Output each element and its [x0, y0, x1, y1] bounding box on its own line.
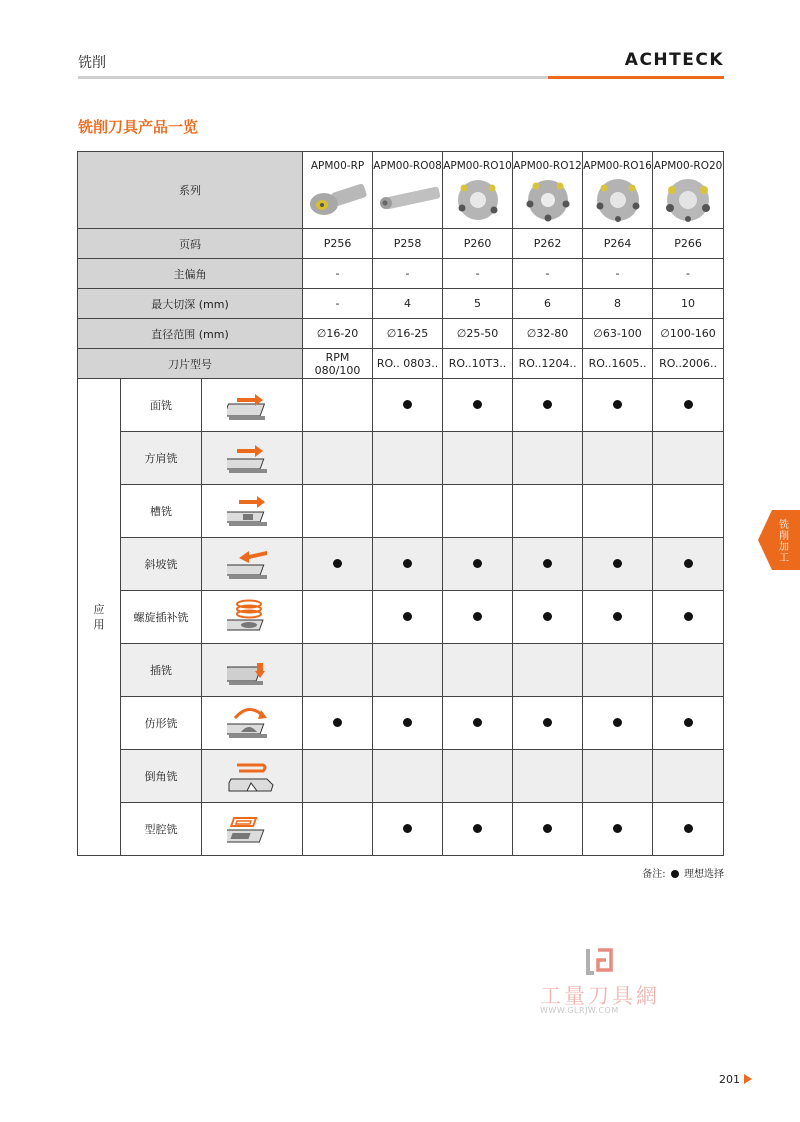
model-header-cell — [513, 152, 583, 229]
spec-value: RO..10T3.. — [443, 349, 513, 379]
spec-label: 页码 — [78, 229, 303, 259]
spec-value: P264 — [583, 229, 653, 259]
product-table — [77, 151, 724, 856]
ideal-choice-dot-icon — [473, 824, 482, 833]
application-mark-cell — [583, 538, 653, 591]
ideal-choice-dot-icon — [473, 559, 482, 568]
ideal-choice-dot-icon — [333, 559, 342, 568]
ideal-choice-dot-icon — [403, 824, 412, 833]
spec-value: - — [303, 259, 373, 289]
application-mark-cell — [303, 697, 373, 750]
application-mark-cell — [443, 591, 513, 644]
application-mark-cell — [373, 379, 443, 432]
ideal-choice-dot-icon — [671, 870, 679, 878]
application-icon-cell — [202, 538, 303, 591]
application-mark-cell — [653, 644, 724, 697]
application-name: 方肩铣 — [121, 432, 202, 485]
application-mark-cell — [303, 379, 373, 432]
slot-milling-icon — [227, 492, 277, 530]
application-mark-cell — [653, 750, 724, 803]
application-mark-cell — [303, 803, 373, 856]
model-name: APM00-RO08 — [373, 160, 442, 172]
application-mark-cell — [513, 432, 583, 485]
application-mark-cell — [443, 644, 513, 697]
application-mark-cell — [513, 750, 583, 803]
application-icon-cell — [202, 379, 303, 432]
application-row — [78, 591, 724, 644]
spec-value: P262 — [513, 229, 583, 259]
spec-value: P266 — [653, 229, 724, 259]
application-mark-cell — [443, 485, 513, 538]
application-mark-cell — [583, 644, 653, 697]
application-mark-cell — [373, 697, 443, 750]
application-row — [78, 538, 724, 591]
application-mark-cell — [373, 750, 443, 803]
note-text: 理想选择 — [684, 869, 724, 880]
application-mark-cell — [583, 379, 653, 432]
header-rule-orange — [548, 76, 724, 79]
page-title: 铣削刀具产品一览 — [78, 118, 199, 136]
ideal-choice-dot-icon — [613, 400, 622, 409]
application-mark-cell — [373, 538, 443, 591]
model-header-cell — [373, 152, 443, 229]
ideal-choice-dot-icon — [684, 718, 693, 727]
application-mark-cell — [443, 697, 513, 750]
pocket-milling-icon — [227, 810, 277, 848]
spec-value: - — [443, 259, 513, 289]
spec-row — [78, 289, 724, 319]
spec-value: 8 — [583, 289, 653, 319]
application-name: 斜坡铣 — [121, 538, 202, 591]
spec-value: ∅16-25 — [373, 319, 443, 349]
spec-value: RPM 080/100 — [303, 349, 373, 379]
ideal-choice-dot-icon — [543, 559, 552, 568]
application-name: 螺旋插补铣 — [121, 591, 202, 644]
spec-value: RO..2006.. — [653, 349, 724, 379]
ideal-choice-dot-icon — [684, 612, 693, 621]
application-mark-cell — [583, 697, 653, 750]
helical-interpolation-icon — [227, 598, 277, 636]
ideal-choice-dot-icon — [543, 400, 552, 409]
series-label: 系列 — [179, 184, 202, 197]
model-name: APM00-RP — [310, 160, 365, 172]
application-mark-cell — [513, 697, 583, 750]
spec-value: 5 — [443, 289, 513, 319]
application-mark-cell — [653, 538, 724, 591]
application-row — [78, 803, 724, 856]
application-row — [78, 432, 724, 485]
ideal-choice-dot-icon — [543, 824, 552, 833]
next-page-arrow-icon — [744, 1074, 752, 1084]
profile-milling-icon — [227, 704, 277, 742]
ideal-choice-dot-icon — [403, 612, 412, 621]
spec-label: 主偏角 — [78, 259, 303, 289]
application-mark-cell — [583, 432, 653, 485]
application-mark-cell — [303, 644, 373, 697]
application-mark-cell — [513, 644, 583, 697]
application-mark-cell — [443, 750, 513, 803]
application-mark-cell — [653, 432, 724, 485]
ro20-cutter-image — [656, 174, 720, 222]
application-mark-cell — [653, 591, 724, 644]
application-icon-cell — [202, 591, 303, 644]
application-mark-cell — [373, 432, 443, 485]
ideal-choice-dot-icon — [403, 718, 412, 727]
spec-value: RO..1605.. — [583, 349, 653, 379]
application-name: 槽铣 — [121, 485, 202, 538]
model-header-cell — [443, 152, 513, 229]
ideal-choice-dot-icon — [473, 400, 482, 409]
face-milling-icon — [227, 386, 277, 424]
spec-value: 4 — [373, 289, 443, 319]
application-mark-cell — [303, 538, 373, 591]
spec-value: - — [583, 259, 653, 289]
ideal-choice-dot-icon — [684, 824, 693, 833]
ro08-cutter-image — [376, 174, 440, 222]
spec-value: 6 — [513, 289, 583, 319]
application-row — [78, 379, 724, 432]
application-mark-cell — [513, 485, 583, 538]
application-row — [78, 697, 724, 750]
header-rule-gray — [78, 76, 548, 79]
watermark-text: 工量刀具網 — [540, 984, 660, 1008]
application-name: 插铣 — [121, 644, 202, 697]
application-icon-cell — [202, 485, 303, 538]
application-row — [78, 644, 724, 697]
application-mark-cell — [513, 538, 583, 591]
application-icon-cell — [202, 697, 303, 750]
ideal-choice-dot-icon — [684, 400, 693, 409]
application-name: 型腔铣 — [121, 803, 202, 856]
ideal-choice-dot-icon — [543, 718, 552, 727]
spec-value: - — [653, 259, 724, 289]
ideal-choice-dot-icon — [403, 400, 412, 409]
spec-value: P258 — [373, 229, 443, 259]
application-mark-cell — [303, 432, 373, 485]
spec-value: - — [373, 259, 443, 289]
ideal-choice-dot-icon — [333, 718, 342, 727]
application-mark-cell — [583, 750, 653, 803]
ideal-choice-dot-icon — [613, 718, 622, 727]
application-icon-cell — [202, 644, 303, 697]
model-name: APM00-RO20 — [653, 160, 723, 172]
spec-value: P256 — [303, 229, 373, 259]
application-mark-cell — [303, 485, 373, 538]
spec-value: - — [303, 289, 373, 319]
application-mark-cell — [513, 803, 583, 856]
application-mark-cell — [373, 485, 443, 538]
model-name: APM00-RO10 — [443, 160, 512, 172]
application-mark-cell — [373, 644, 443, 697]
ro12-cutter-image — [516, 174, 580, 222]
application-mark-cell — [443, 803, 513, 856]
application-icon-cell — [202, 803, 303, 856]
spec-value: ∅63-100 — [583, 319, 653, 349]
spec-value: ∅16-20 — [303, 319, 373, 349]
header-section-title: 铣削 — [78, 55, 106, 71]
rp-cutter-image — [306, 174, 370, 222]
spec-row — [78, 259, 724, 289]
application-group-cell — [78, 379, 121, 856]
ideal-choice-dot-icon — [403, 559, 412, 568]
ideal-choice-dot-icon — [543, 612, 552, 621]
plunge-milling-icon — [227, 651, 277, 689]
application-mark-cell — [303, 591, 373, 644]
spec-value: RO..1204.. — [513, 349, 583, 379]
application-row — [78, 750, 724, 803]
application-mark-cell — [373, 591, 443, 644]
spec-value: P260 — [443, 229, 513, 259]
application-mark-cell — [443, 538, 513, 591]
model-header-cell — [653, 152, 724, 229]
application-mark-cell — [513, 591, 583, 644]
application-name: 倒角铣 — [121, 750, 202, 803]
application-mark-cell — [583, 803, 653, 856]
application-icon-cell — [202, 750, 303, 803]
application-mark-cell — [653, 379, 724, 432]
spec-value: ∅100-160 — [653, 319, 724, 349]
application-mark-cell — [443, 432, 513, 485]
ideal-choice-dot-icon — [613, 559, 622, 568]
spec-value: RO.. 0803.. — [373, 349, 443, 379]
spec-value: 10 — [653, 289, 724, 319]
application-name: 仿形铣 — [121, 697, 202, 750]
application-mark-cell — [653, 697, 724, 750]
application-row — [78, 485, 724, 538]
ideal-choice-dot-icon — [473, 612, 482, 621]
spec-label: 最大切深 (mm) — [78, 289, 303, 319]
ideal-choice-dot-icon — [613, 824, 622, 833]
model-header-cell — [303, 152, 373, 229]
application-mark-cell — [583, 485, 653, 538]
application-mark-cell — [303, 750, 373, 803]
spec-label: 直径范围 (mm) — [78, 319, 303, 349]
spec-value: ∅25-50 — [443, 319, 513, 349]
page-number: 201 — [719, 1073, 740, 1086]
application-mark-cell — [373, 803, 443, 856]
ideal-choice-dot-icon — [473, 718, 482, 727]
application-mark-cell — [443, 379, 513, 432]
shoulder-milling-icon — [227, 439, 277, 477]
ideal-choice-dot-icon — [613, 612, 622, 621]
watermark-url: WWW.GLRJW.COM — [540, 1006, 619, 1015]
legend-note — [642, 865, 724, 880]
application-group-label: 应用 — [93, 603, 105, 631]
ramping-icon — [227, 545, 277, 583]
application-mark-cell — [583, 591, 653, 644]
note-prefix: 备注: — [642, 869, 666, 880]
brand-logo: ACHTECK — [624, 50, 724, 70]
application-icon-cell — [202, 432, 303, 485]
model-header-cell — [583, 152, 653, 229]
application-mark-cell — [653, 803, 724, 856]
spec-value: ∅32-80 — [513, 319, 583, 349]
application-mark-cell — [513, 379, 583, 432]
application-mark-cell — [653, 485, 724, 538]
spec-label: 刀片型号 — [78, 349, 303, 379]
spec-row — [78, 229, 724, 259]
model-name: APM00-RO12 — [513, 160, 582, 172]
watermark-logo-icon — [584, 946, 614, 976]
application-name: 面铣 — [121, 379, 202, 432]
ideal-choice-dot-icon — [684, 559, 693, 568]
side-tab-label: 铣削加工 — [779, 520, 789, 564]
spec-row — [78, 349, 724, 379]
spec-value: - — [513, 259, 583, 289]
spec-row — [78, 319, 724, 349]
ro10-cutter-image — [446, 174, 510, 222]
chamfer-milling-icon — [227, 757, 277, 795]
series-label-cell — [78, 152, 303, 229]
model-name: APM00-RO16 — [583, 160, 652, 172]
ro16-cutter-image — [586, 174, 650, 222]
